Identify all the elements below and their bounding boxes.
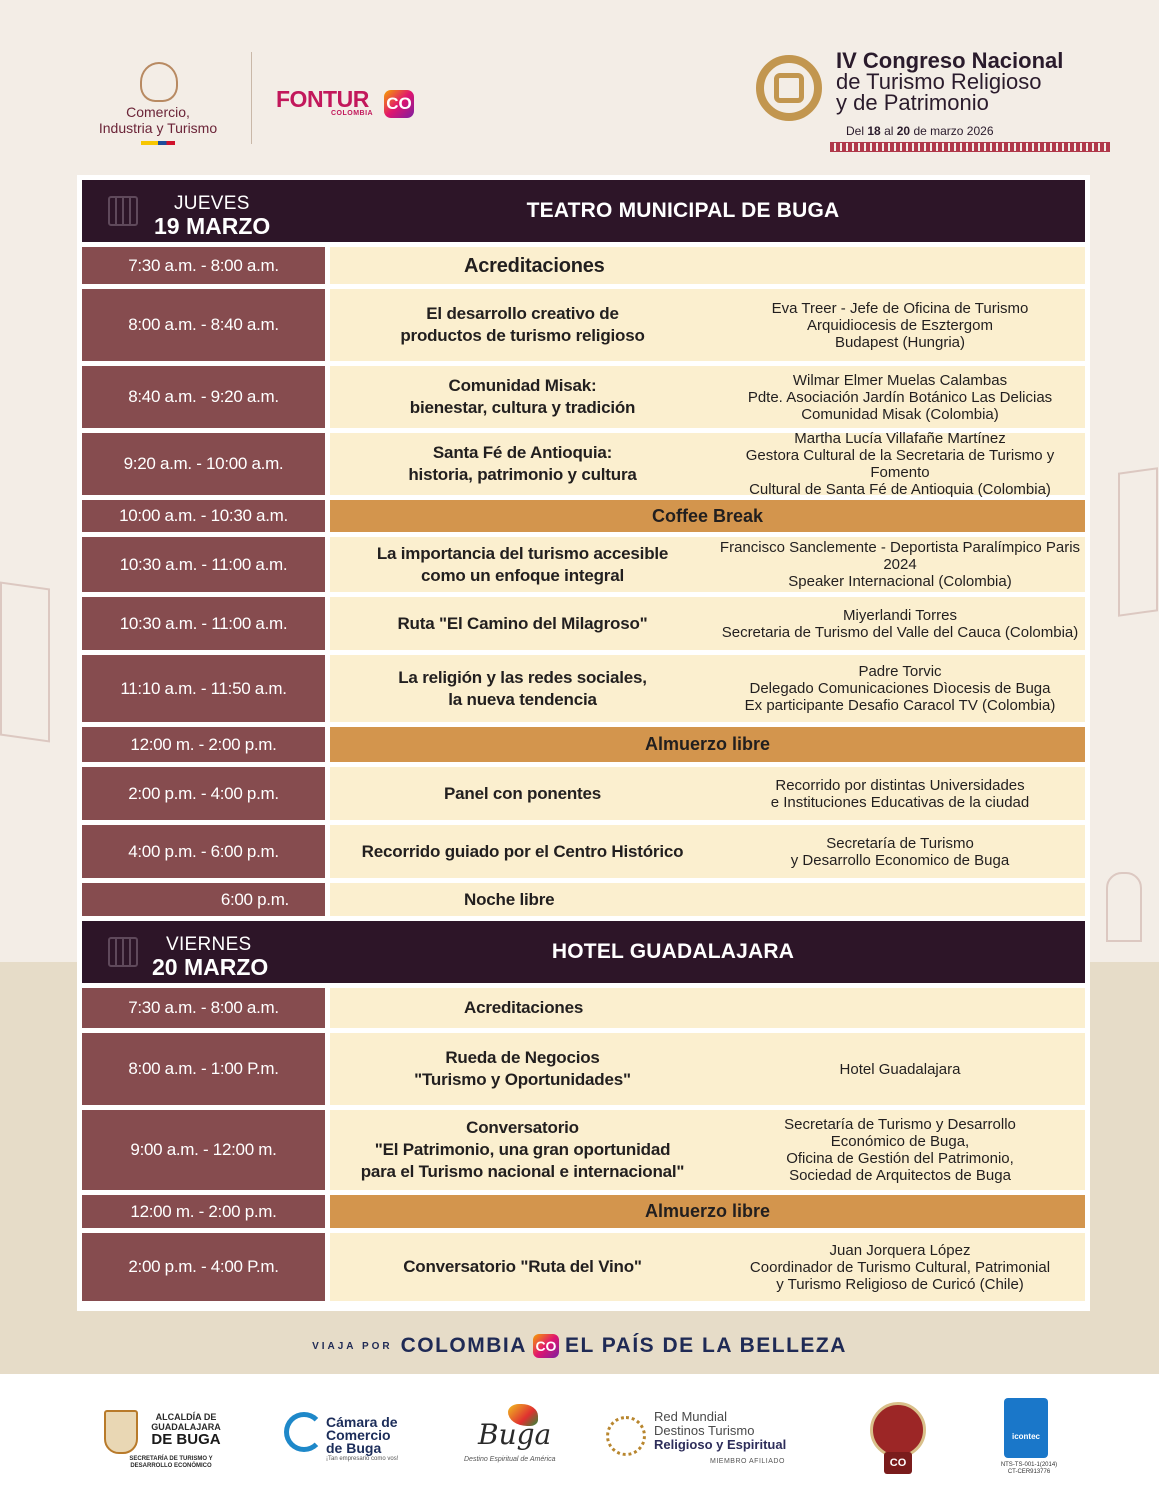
session-topic: Rueda de Negocios "Turismo y Oportunidades"	[414, 1048, 631, 1089]
day-name: JUEVES	[174, 193, 250, 214]
buga-sub: Destino Espiritual de América	[464, 1456, 556, 1463]
calendar-icon	[108, 196, 138, 226]
buga-destino-logo	[464, 1404, 564, 1470]
program-schedule	[77, 175, 1090, 1311]
red-line3	[654, 1438, 786, 1452]
seal-circle-icon	[870, 1402, 926, 1458]
congress-logo-icon	[756, 55, 822, 121]
time-cell: 12:00 m. - 2:00 p.m.	[82, 1195, 325, 1228]
schedule-row	[82, 883, 1085, 916]
dates-prefix: Del	[846, 124, 865, 138]
schedule-row	[82, 430, 1085, 498]
red-line2: Destinos Turismo	[654, 1423, 755, 1438]
session-cell	[330, 1033, 1085, 1105]
session-cell	[330, 247, 1085, 284]
session-speaker: Secretaría de Turismo y Desarrollo Económico de Buga, Oficina de Gestión del Patrimonio, Sociedad de Arquitectos de Buga	[784, 1116, 1016, 1184]
slogan-small: VIAJA POR	[312, 1340, 393, 1352]
alcaldia-sub: SECRETARÍA DE TURISMO Y DESARROLLO ECONÓMICO	[129, 1456, 213, 1469]
session-cell	[330, 1233, 1085, 1301]
decorative-arch-sketch-right	[1106, 872, 1142, 942]
session-cell	[330, 289, 1085, 361]
header	[0, 0, 1159, 175]
alcaldia-top: ALCALDÍA DE GUADALAJARA	[151, 1412, 221, 1432]
slogan-colombia: COLOMBIA	[400, 1334, 527, 1357]
alcaldia-shield-icon	[104, 1410, 138, 1454]
alcaldia-text	[142, 1412, 230, 1447]
session-cell	[330, 366, 1085, 428]
header-divider	[251, 52, 252, 144]
red-mundial-sub: MIEMBRO AFILIADO	[710, 1458, 785, 1465]
day-header-friday	[82, 921, 1085, 983]
slogan-co-icon: CO	[533, 1334, 559, 1358]
schedule-row	[82, 597, 1085, 650]
session-topic: La importancia del turismo accesible como un enfoque integral	[376, 543, 669, 585]
seal-co: CO	[884, 1452, 912, 1474]
session-cell	[330, 430, 1085, 498]
buga-word: Buga	[478, 1418, 552, 1451]
session-speaker: Wilmar Elmer Muelas Calambas Pdte. Asociación Jardín Botánico Las Delicias Comunidad Misak (Colombia)	[747, 371, 1053, 423]
session-cell	[330, 988, 1085, 1028]
session-speaker: Miyerlandi Torres Secretaria de Turismo del Valle del Cauca (Colombia)	[721, 606, 1079, 641]
time-cell: 11:10 a.m. - 11:50 a.m.	[82, 655, 325, 722]
decorative-window-sketch-right	[1118, 467, 1158, 617]
session-cell	[330, 655, 1085, 722]
time-cell: 9:20 a.m. - 10:00 a.m.	[82, 433, 325, 495]
break-cell: Coffee Break	[330, 500, 1085, 532]
session-cell	[330, 767, 1085, 820]
venue-title: TEATRO MUNICIPAL DE BUGA	[526, 199, 840, 222]
session-speaker: Juan Jorquera López Coordinador de Turismo Cultural, Patrimonial y Turismo Religioso de Curicó (Chile)	[749, 1241, 1051, 1293]
schedule-row	[82, 825, 1085, 878]
day-name: VIERNES	[166, 934, 252, 955]
time-cell: 10:00 a.m. - 10:30 a.m.	[82, 500, 325, 532]
break-cell: Almuerzo libre	[330, 1195, 1085, 1228]
session-cell	[330, 1110, 1085, 1190]
congress-dates	[846, 124, 994, 138]
red-mundial-text	[654, 1410, 786, 1452]
slogan-rest: EL PAÍS DE LA BELLEZA	[564, 1334, 847, 1357]
icontec-word: icontec	[1011, 1432, 1040, 1441]
schedule-row	[82, 727, 1085, 762]
congress-title	[836, 50, 1063, 113]
time-cell: 9:00 a.m. - 12:00 m.	[82, 1110, 325, 1190]
session-speaker: Eva Treer - Jefe de Oficina de Turismo Arquidiocesis de Esztergom Budapest (Hungria)	[771, 299, 1029, 351]
colombia-crest-icon	[140, 62, 178, 102]
session-topic: La religión y las redes sociales, la nueva tendencia	[398, 667, 647, 709]
schedule-row	[82, 1110, 1085, 1190]
schedule-row	[82, 1233, 1085, 1301]
session-speaker: Hotel Guadalajara	[839, 1060, 961, 1078]
session-topic: Santa Fé de Antioquia: historia, patrimonio y cultura	[408, 443, 637, 484]
time-cell: 7:30 a.m. - 8:00 a.m.	[82, 988, 325, 1028]
session-topic: Recorrido guiado por el Centro Histórico	[361, 841, 684, 861]
time-cell: 12:00 m. - 2:00 p.m.	[82, 727, 325, 762]
session-topic: Acreditaciones	[464, 254, 605, 277]
session-speaker: Secretaría de Turismo y Desarrollo Economico de Buga	[790, 834, 1010, 869]
calendar-icon	[108, 937, 138, 967]
time-cell: 8:00 a.m. - 8:40 a.m.	[82, 289, 325, 361]
time-cell: 8:00 a.m. - 1:00 P.m.	[82, 1033, 325, 1105]
day2-schedule-rows	[82, 988, 1085, 1301]
session-cell	[330, 597, 1085, 650]
alcaldia-big: DE BUGA	[151, 1431, 221, 1448]
day-date: 19 MARZO	[154, 213, 271, 239]
camara-circle-icon	[284, 1412, 324, 1452]
icontec-box-icon	[1004, 1398, 1048, 1458]
time-cell: 8:40 a.m. - 9:20 a.m.	[82, 366, 325, 428]
fontur-logo: FONTUR	[276, 86, 369, 112]
day-header-thursday	[82, 180, 1085, 242]
session-speaker: Martha Lucía Villafañe Martínez Gestora Cultural de la Secretaria de Turismo y Fomento Cultural de Santa Fé de Antioquia (Colombia)	[745, 430, 1055, 498]
camara-sub: ¡Tan empresario como vos!	[326, 1456, 399, 1462]
session-speaker: Recorrido por distintas Universidades e Instituciones Educativas de la ciudad	[770, 776, 1030, 811]
session-cell	[330, 825, 1085, 878]
session-cell	[330, 537, 1085, 592]
fontur-logo-sub: COLOMBIA	[331, 110, 374, 117]
venue-title: HOTEL GUADALAJARA	[551, 940, 795, 963]
session-topic: Conversatorio "Ruta del Vino"	[403, 1257, 642, 1276]
red-line1: Red Mundial	[654, 1409, 727, 1424]
session-topic: El desarrollo creativo de productos de turismo religioso	[400, 304, 645, 345]
session-cell	[330, 883, 1085, 916]
break-cell: Almuerzo libre	[330, 727, 1085, 762]
slogan	[0, 1334, 1159, 1358]
colombia-flag-bar	[141, 141, 175, 145]
session-topic: Panel con ponentes	[444, 783, 601, 803]
icontec-sub2: CT-CER913776	[1007, 1469, 1051, 1475]
dates-mid: al	[884, 124, 894, 138]
icontec-sub	[994, 1462, 1064, 1476]
schedule-row	[82, 247, 1085, 284]
day1-schedule-rows	[82, 247, 1085, 916]
time-cell: 2:00 p.m. - 4:00 P.m.	[82, 1233, 325, 1301]
co-badge-icon: CO	[384, 90, 414, 118]
dates-start: 18	[867, 124, 881, 138]
schedule-row	[82, 1195, 1085, 1228]
schedule-row	[82, 537, 1085, 592]
icontec-sub1: NTS-TS-001-1(2014)	[1000, 1462, 1058, 1468]
time-cell: 6:00 p.m.	[82, 883, 325, 916]
session-topic: Comunidad Misak: bienestar, cultura y tradición	[409, 376, 636, 417]
red-mundial-logo	[606, 1408, 796, 1468]
decorative-window-sketch-left	[0, 581, 50, 742]
time-cell: 7:30 a.m. - 8:00 a.m.	[82, 247, 325, 284]
schedule-row	[82, 366, 1085, 428]
schedule-row	[82, 1033, 1085, 1105]
schedule-row	[82, 289, 1085, 361]
congress-title-line1: IV Congreso Nacional	[836, 48, 1064, 73]
schedule-row	[82, 500, 1085, 532]
session-topic: Conversatorio "El Patrimonio, una gran oportunidad para el Turismo nacional e internacional"	[360, 1118, 685, 1181]
dates-end: 20	[896, 124, 911, 138]
seal-logo	[870, 1402, 926, 1476]
decorative-pattern-strip	[830, 142, 1110, 152]
time-cell: 2:00 p.m. - 4:00 p.m.	[82, 767, 325, 820]
session-topic: Noche libre	[464, 889, 555, 909]
session-speaker: Padre Torvic Delegado Comunicaciones Dìocesis de Buga Ex participante Desafio Caracol TV (Colombia)	[744, 663, 1056, 714]
red-mundial-icon	[606, 1416, 646, 1456]
time-cell: 4:00 p.m. - 6:00 p.m.	[82, 825, 325, 878]
session-topic: Ruta "El Camino del Milagroso"	[397, 613, 648, 633]
schedule-row	[82, 988, 1085, 1028]
congress-title-line3: y de Patrimonio	[836, 90, 989, 115]
red-line3-text: Religioso y Espiritual	[654, 1437, 787, 1452]
dates-suffix: de marzo 2026	[913, 124, 994, 138]
session-topic: Acreditaciones	[464, 998, 584, 1017]
schedule-row	[82, 655, 1085, 722]
time-cell: 10:30 a.m. - 11:00 a.m.	[82, 597, 325, 650]
day-date: 20 MARZO	[152, 954, 269, 980]
ministry-label: Comercio, Industria y Turismo	[98, 104, 218, 136]
schedule-row	[82, 767, 1085, 820]
camara-text: Cámara de Comercio de Buga	[326, 1414, 398, 1456]
time-cell: 10:30 a.m. - 11:00 a.m.	[82, 537, 325, 592]
session-speaker: Francisco Sanclemente - Deportista Paralímpico Paris 2024 Speaker Internacional (Colombia)	[719, 539, 1081, 590]
icontec-logo	[1000, 1398, 1056, 1482]
congress-title-line2: de Turismo Religioso	[836, 69, 1042, 94]
